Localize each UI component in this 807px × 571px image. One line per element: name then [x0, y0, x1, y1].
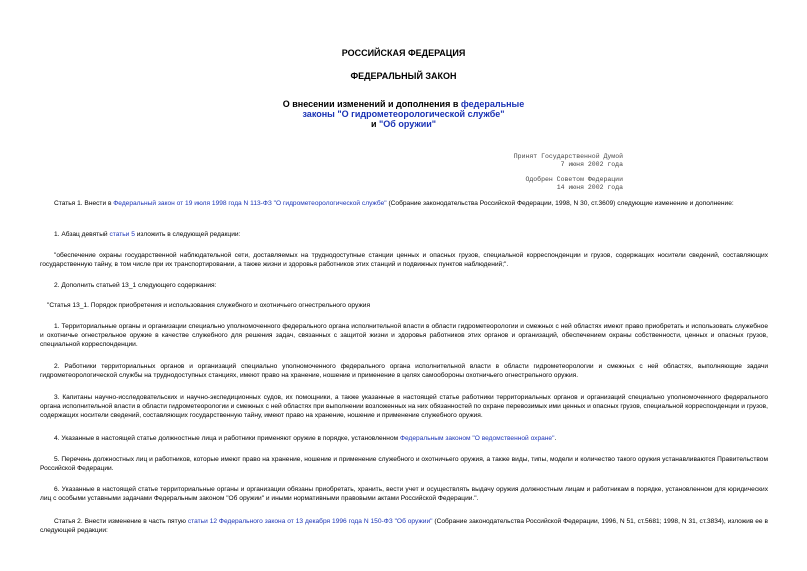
p3-text: "обеспечение охраны государственной наблюдательной сети, доставляемых на труднодоступные станции ценных и опасных грузов, специальной корреспонденции и грузов, содержащих носители сведений, составляющих государственную тайну, в том числе при их транспортировании, а также жизни и здоровья работников этих станций и подвижных пунктов наблюдений;".: [40, 252, 768, 268]
article-13-1-part-3: [40, 393, 768, 420]
council-line-2: 14 июня 2002 года: [556, 184, 623, 191]
item-1-quote: [40, 251, 768, 269]
title-link-hydromet[interactable]: законы "О гидрометеорологической службе": [302, 109, 505, 119]
link-article-5[interactable]: статьи 5: [109, 231, 135, 238]
p10-text: 5. Перечень должностных лиц и работников, которые имеют право на хранение, ношение и применение служебного и охотничьего оружия, а также виды, типы, модели и количество такого оружия устанавливаются Правительством Российской Федерации.: [40, 456, 768, 472]
p1-text: Статья 1. Внести в: [54, 200, 114, 207]
item-2: [40, 281, 768, 290]
link-law-113[interactable]: Федеральный закон от 19 июля 1998 года N 113-ФЗ "О гидрометеорологической службе": [113, 200, 387, 207]
country-heading: РОССИЙСКАЯ ФЕДЕРАЦИЯ: [341, 48, 466, 58]
law-title: [0, 99, 807, 129]
title-link-weapons[interactable]: "Об оружии": [379, 119, 437, 129]
adoption-duma: [514, 153, 623, 169]
p2-text: 1. Абзац девятый: [54, 231, 110, 238]
title-link-federal[interactable]: федеральные: [460, 99, 525, 109]
article-13-1-part-4: [40, 434, 768, 443]
article-13-1-part-1: [40, 322, 768, 349]
title-text-1: О внесении изменений и дополнения в: [282, 99, 461, 109]
article-13-1-part-2: [40, 362, 768, 380]
duma-line-2: 7 июня 2002 года: [560, 161, 623, 168]
p8-text: 3. Капитаны научно-исследовательских и научно-экспедиционных судов, их помощники, а также указанные в настоящей статье работники территориальных органов и организаций специально уполномоченного федерального органа исполнительной власти в области гидрометеорологии и смежных с ней областях при выполнении возложенных на них обязанностей по охране перевозимых ими ценных и опасных грузов, специальной корреспонденции и грузов, содержащих носители сведений, составляющих государственную тайну, имеют право на хранение, ношение и применение служебного оружия.: [40, 394, 768, 419]
p5-text: "Статья 13_1. Порядок приобретения и использования служебного и охотничьего огнестрельного оружия: [47, 302, 371, 309]
p2-text-post: изложить в следующей редакции:: [134, 231, 241, 238]
p6-text: 1. Территориальные органы и организации специально уполномоченного федерального органа исполнительной власти в области гидрометеорологии и смежных с ней областях имеют право приобретать и использовать служебное и охотничье огнестрельное оружие в качестве служебного для решения задач, связанных с защитой жизни и здоровья работников этих органов и организаций, обеспечением охраны собственности, ценных и опасных грузов, специальной корреспонденции.: [40, 323, 768, 348]
doc-type-heading: ФЕДЕРАЛЬНЫЙ ЗАКОН: [350, 71, 457, 81]
item-1: [40, 230, 768, 239]
p12-text: Статья 2. Внести изменение в часть пятую: [54, 518, 188, 525]
article-1-intro: [40, 199, 768, 208]
p12-text-post: (Собрание законодательства Российской Федерации, 1996, N 51, ст.5681; 1998, N 31, ст.3834), изложив ее в следующей редакции:: [40, 518, 768, 534]
duma-line-1: Принят Государственной Думой: [513, 153, 623, 160]
p7-text: 2. Работники территориальных органов и организаций специально уполномоченного федерального органа исполнительной власти в области гидрометеорологии и смежных с ней областях, выполняющие задачи гидрометеорологической службы на труднодоступных станциях, имеют право на хранение, ношение и применение в целях самообороны охотничьего огнестрельного оружия.: [40, 363, 768, 379]
article-13-1-part-6: [40, 485, 768, 503]
p9-text: 4. Указанные в настоящей статье должностные лица и работники применяют оружие в порядке, установленном: [54, 435, 400, 442]
article-13-1-heading: [47, 301, 768, 310]
link-departmental-security-law[interactable]: Федеральным законом "О ведомственной охране": [399, 435, 555, 442]
p4-text: 2. Дополнить статьей 13_1 следующего содержания:: [54, 282, 217, 289]
p11-text: 6. Указанные в настоящей статье территориальные органы и организации обязаны приобретать, хранить, вести учет и осуществлять выдачу оружия должностным лицам и работникам в порядке, установленном для юридических лиц с особыми уставными задачами Федеральным законом "Об оружии" и иными нормативными правовыми актами Российской Федерации.".: [40, 486, 768, 502]
title-text-3: и: [370, 119, 379, 129]
p1-text-post: (Собрание законодательства Российской Федерации, 1998, N 30, ст.3609) следующие изменение и дополнение:: [386, 200, 734, 207]
p9-text-post: .: [554, 435, 557, 442]
link-law-150[interactable]: статьи 12 Федерального закона от 13 декабря 1996 года N 150-ФЗ "Об оружии": [187, 518, 433, 525]
council-line-1: Одобрен Советом Федерации: [525, 176, 623, 183]
adoption-council: [525, 176, 623, 192]
article-13-1-part-5: [40, 455, 768, 473]
article-2-intro: [40, 517, 768, 535]
